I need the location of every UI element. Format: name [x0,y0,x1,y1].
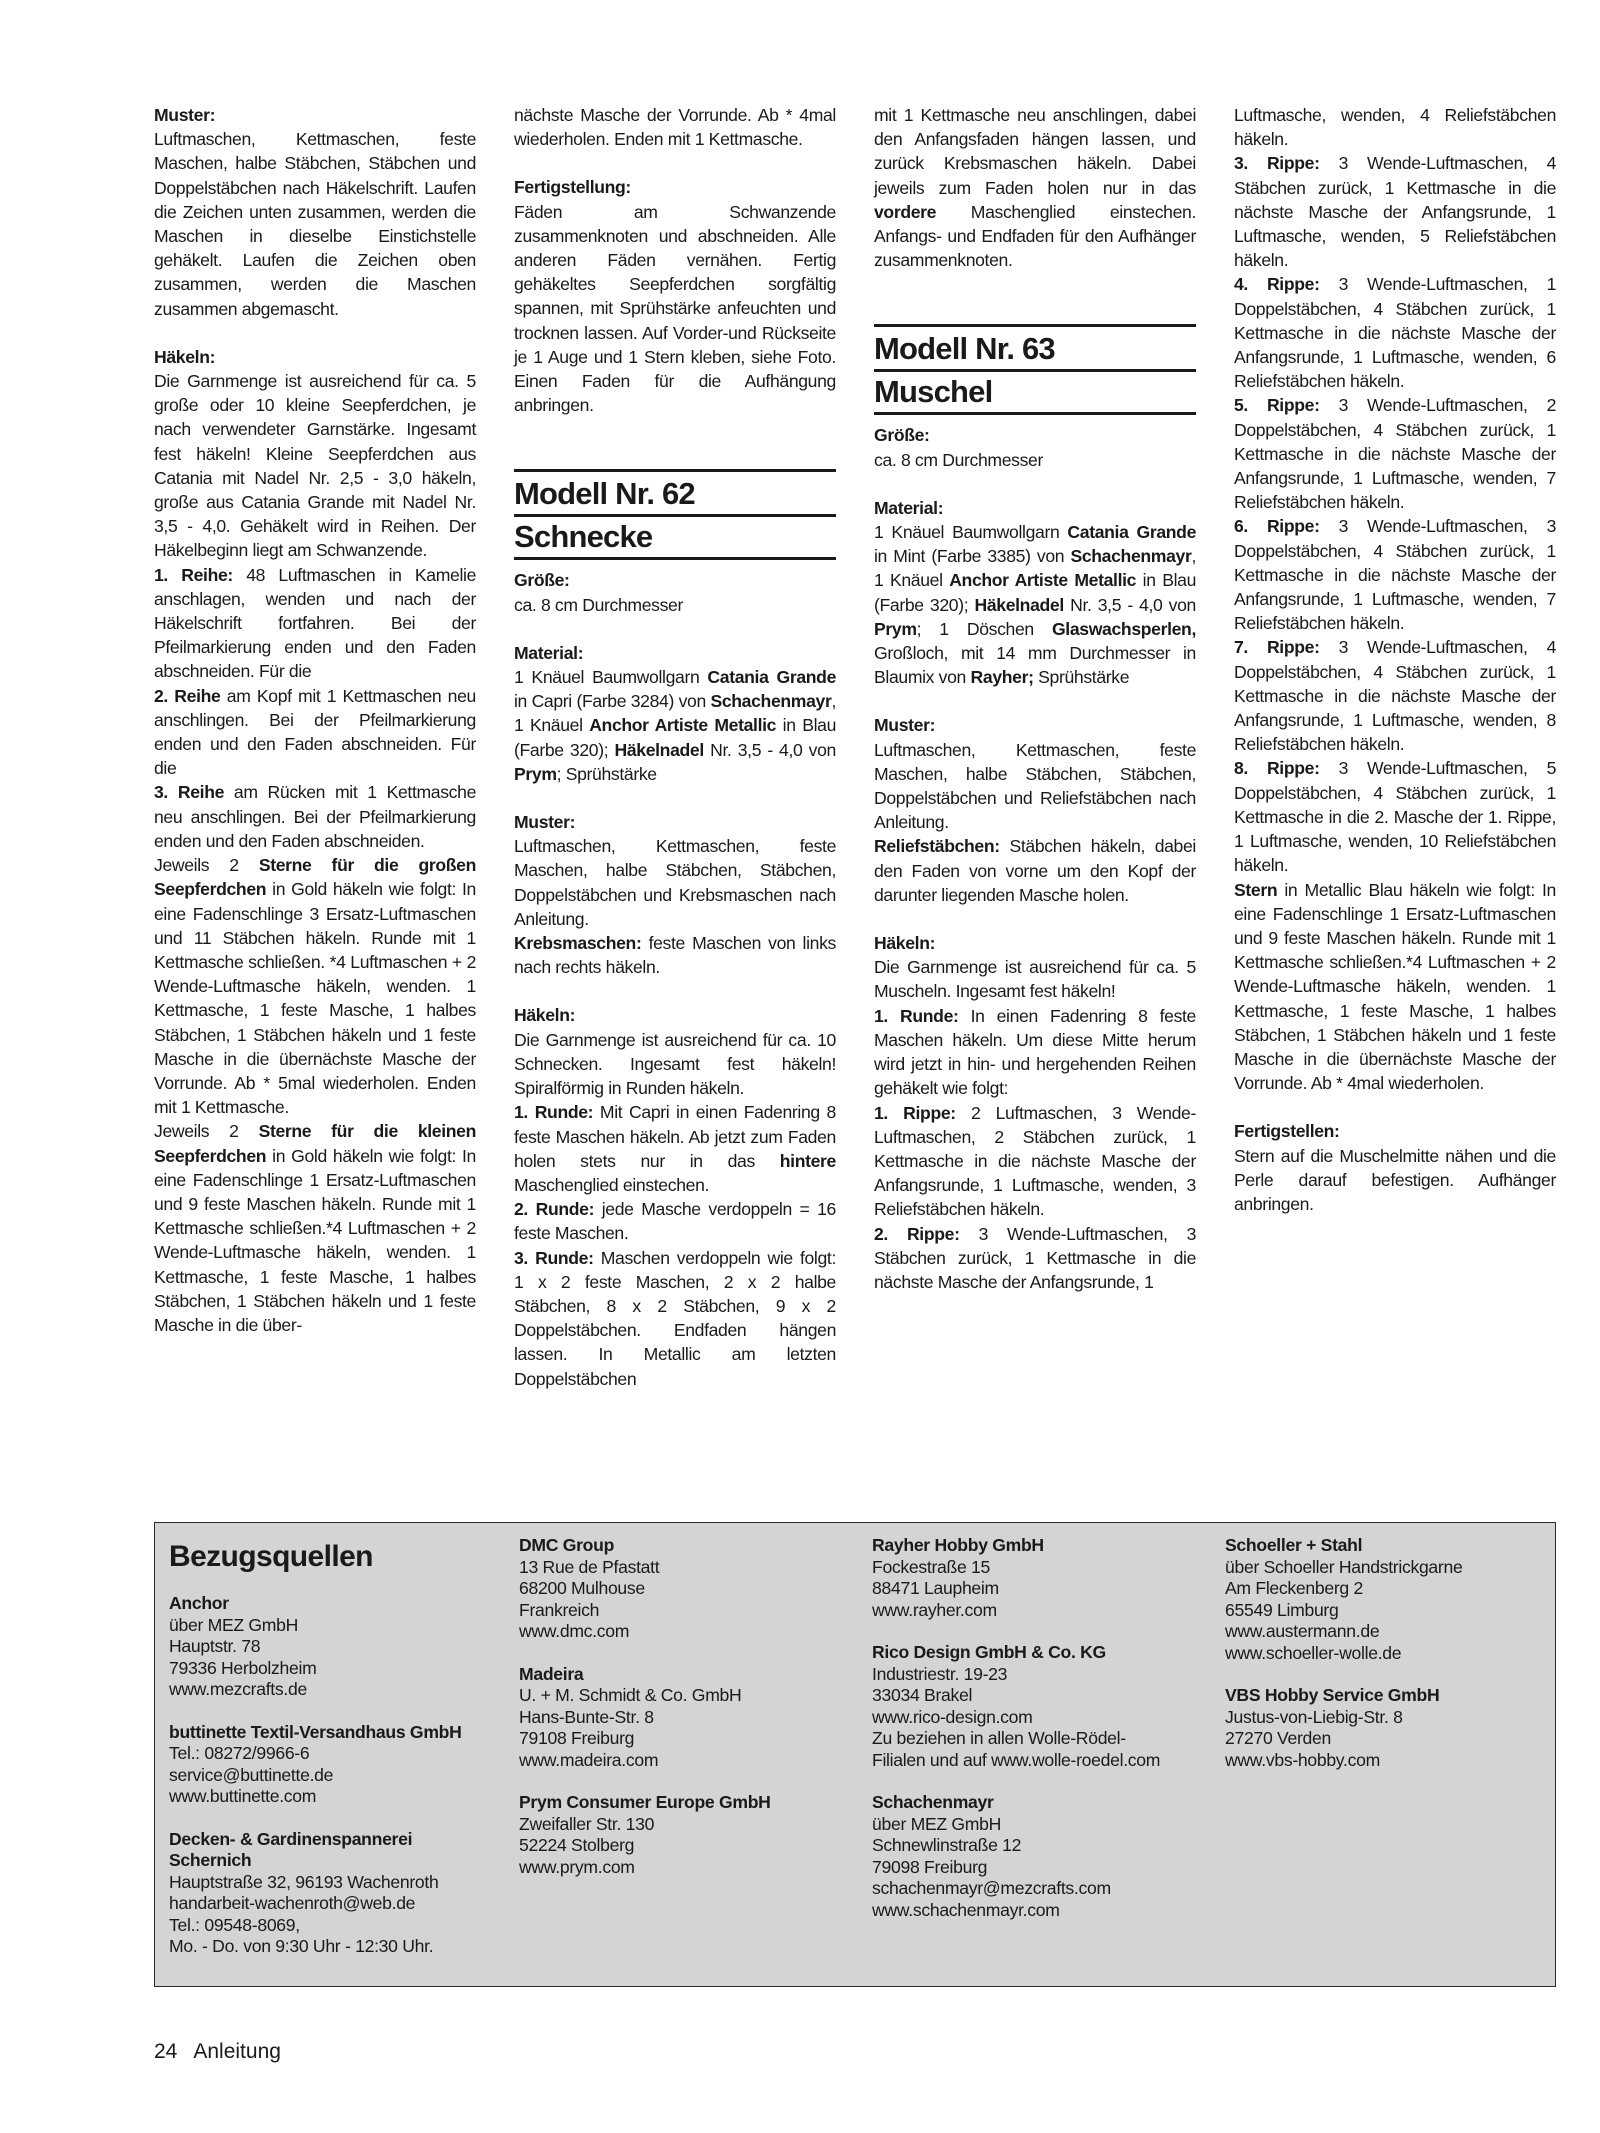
source-name: Decken- & Gardinenspannerei Schernich [169,1828,413,1870]
heading-muster: Muster: [514,812,576,833]
source-link: www.dmc.com [519,1621,630,1641]
source-line: 65549 Limburg [1225,1599,1339,1620]
source-line: Zu beziehen in allen Wolle-Rödel- [872,1728,1126,1748]
source-name: Anchor [169,1593,229,1613]
source-line: Schnewlinstraße 12 [872,1835,1022,1855]
source-name: VBS Hobby Service GmbH [1225,1685,1440,1705]
source-line: 33034 Brakel [872,1685,973,1705]
heading-groesse: Größe: [874,425,930,446]
source-link: www.vbs-hobby.com [1225,1749,1380,1770]
text-material: 1 Knäuel Baumwollgarn Catania Grande in Capri (Farbe 3284) von Schachenmayr, 1 Knäuel Anchor Artiste Metallic in Blau (Farbe 320); Häkelnadel Nr. 3,5 - 4,0 von Prym; Sprühstärke [514,667,837,784]
model-number: Modell Nr. 63 [874,331,1055,367]
source-entry [169,1722,499,1808]
source-entry [519,1535,849,1643]
source-link: www.buttinette.com [169,1786,317,1806]
source-email: handarbeit-wachenroth@web.de [169,1893,416,1913]
source-email: service@buttinette.de [169,1764,334,1785]
source-entry [872,1642,1202,1771]
text-fertigstellen: Stern auf die Muschelmitte nähen und die Perle darauf befestigen. Aufhänger anbringen. [1234,1145,1556,1214]
sources-column-3 [872,1535,1202,1942]
source-name: Prym Consumer Europe GmbH [519,1792,771,1812]
source-entry [872,1535,1202,1621]
page-footer [154,2040,281,2064]
column-2 [514,103,836,1391]
source-line: Hauptstraße 32, 96193 Wachenroth [169,1871,439,1892]
source-link: www.schoeller-wolle.de [1225,1642,1402,1663]
source-line: über MEZ GmbH [169,1614,299,1635]
source-line: 79108 Freiburg [519,1728,635,1748]
model-heading-62 [514,469,836,560]
source-line: Hans-Bunte-Str. 8 [519,1706,654,1727]
heading-haekeln: Häkeln: [154,346,216,367]
rippe-2: 2. Rippe: 3 Wende-Luftmaschen, 3 Stäbchen zurück, 1 Kettmasche in die nächste Masche der Anfangsrunde, 1 [874,1223,1196,1292]
text-fertigstellung: Fäden am Schwanzende zusammenknoten und abschneiden. Alle anderen Fäden vernähen. Fertig gehäkeltes Seepferdchen sorgfältig spannen, mit Sprühstärke anfeuchten und trocknen lassen. Auf Vorder-und Rückseite je 1 Auge und 1 Stern kleben, siehe Foto. Einen Faden für die Aufhängung anbringen. [514,201,836,416]
source-name: Rico Design GmbH & Co. KG [872,1642,1106,1662]
source-link: www.schachenmayr.com [872,1899,1060,1920]
source-link: www.rico-design.com [872,1706,1033,1727]
source-line: Tel.: 09548-8069, [169,1914,300,1935]
sources-title: Bezugsquellen [169,1540,373,1573]
text-groesse: ca. 8 cm Durchmesser [514,594,683,615]
stern: Stern in Metallic Blau häkeln wie folgt: In eine Fadenschlinge 1 Ersatz-Luftmaschen und 9 feste Maschen häkeln. Runde mit 1 Kettmasche schließen.*4 Luftmaschen + 2 Wende-Luftmasche häkeln, wenden. 1 Kettmasche, 1 feste Masche, 1 halbes Stäbchen, 1 Stäbchen häkeln und 1 feste Masche in die übernächste Masche der Vorrunde. Ab * 4mal wiederholen. [1234,879,1556,1094]
text-haekeln: Die Garnmenge ist ausreichend für ca. 10 Schnecken. Ingesamt fest häkeln! Spiralförmig in Runden häkeln. [514,1029,836,1099]
rippe-6: 6. Rippe: 3 Wende-Luftmaschen, 3 Doppelstäbchen, 4 Stäbchen zurück, 1 Kettmasche in die nächste Masche der Anfangsrunde, 1 Luftmasche, wenden, 7 Reliefstäbchen häkeln. [1234,516,1556,634]
heading-fertigstellen: Fertigstellen: [1234,1121,1340,1142]
rippe-7: 7. Rippe: 3 Wende-Luftmaschen, 4 Doppelstäbchen, 4 Stäbchen zurück, 1 Kettmasche in die nächste Masche der Anfangsrunde, 1 Luftmasche, wenden, 8 Reliefstäbchen häkeln. [1234,637,1556,755]
source-name: Rayher Hobby GmbH [872,1535,1044,1555]
sources-column-4 [1225,1535,1555,1792]
source-line: 79098 Freiburg [872,1856,988,1877]
runde-1: 1. Runde: Mit Capri in einen Fadenring 8 feste Maschen häkeln. Ab jetzt zum Faden holen stets nur in das hintere Maschenglied einstechen. [514,1102,836,1195]
source-line: über MEZ GmbH [872,1813,1002,1834]
text-haekeln: Die Garnmenge ist ausreichend für ca. 5 Muscheln. Ingesamt fest häkeln! [874,957,1196,1002]
text-muster: Luftmaschen, Kettmaschen, feste Maschen, halbe Stäbchen, Stäbchen und Doppelstäbchen nach Häkelschrift. Laufen die Zeichen unten zusammen, werden die Maschen in dieselbe Einstichstelle gehäkelt. Laufen die Zeichen oben zusammen, werden die Maschen zusammen abgemascht. [154,129,476,319]
model-number: Modell Nr. 62 [514,476,695,512]
source-email: schachenmayr@mezcrafts.com [872,1878,1111,1898]
page-number: 24 [154,2040,178,2063]
text-continuation: Luftmasche, wenden, 4 Reliefstäbchen häkeln. [1234,105,1556,150]
column-4 [1234,103,1556,1216]
source-name: buttinette Textil-Versandhaus GmbH [169,1721,462,1742]
source-line: Industriestr. 19-23 [872,1663,1008,1684]
rippe-8: 8. Rippe: 3 Wende-Luftmaschen, 5 Doppelstäbchen, 4 Stäbchen zurück, 1 Kettmasche in die 2. Masche der 1. Rippe, 1 Luftmasche, wenden, 10 Reliefstäbchen häkeln. [1234,758,1556,876]
heading-muster: Muster: [154,105,216,125]
source-line: Hauptstr. 78 [169,1636,261,1656]
source-line: Fockestraße 15 [872,1556,991,1577]
source-name: Schoeller + Stahl [1225,1535,1363,1555]
source-line: Justus-von-Liebig-Str. 8 [1225,1706,1403,1727]
source-name: Madeira [519,1663,584,1684]
reihe-2: 2. Reihe am Kopf mit 1 Kettmaschen neu anschlingen. Bei der Pfeilmarkierung enden und den Faden abschneiden. Für die [154,685,476,779]
heading-haekeln: Häkeln: [514,1005,576,1026]
sources-column-2 [519,1535,849,1899]
source-line: Tel.: 08272/9966-6 [169,1743,310,1763]
section-label: Anleitung [193,2040,281,2063]
heading-fertigstellung: Fertigstellung: [514,177,631,198]
source-line: Zweifaller Str. 130 [519,1813,655,1834]
rippe-5: 5. Rippe: 3 Wende-Luftmaschen, 2 Doppelstäbchen, 4 Stäbchen zurück, 1 Kettmasche in die nächste Masche der Anfangsrunde, 1 Luftmasche, wenden, 7 Reliefstäbchen häkeln. [1234,395,1556,513]
sterne-klein: Jeweils 2 Sterne für die kleinen Seepferdchen in Gold häkeln wie folgt: In eine Fadenschlinge 1 Ersatz-Luftmaschen und 9 feste Maschen häkeln. Runde mit 1 Kettmasche schließen.*4 Luftmaschen + 2 Wende-Luftmasche häkeln, wenden. 1 Kettmasche, 1 feste Masche, 1 halbes Stäbchen, 1 Stäbchen häkeln und 1 feste Masche in die über- [154,1121,476,1335]
source-line: U. + M. Schmidt & Co. GmbH [519,1685,742,1705]
sources-box [154,1522,1556,1987]
heading-muster: Muster: [874,715,936,736]
source-line: 79336 Herbolzheim [169,1657,317,1678]
source-link: www.madeira.com [519,1749,659,1770]
source-link: www.prym.com [519,1856,635,1877]
source-line: 88471 Laupheim [872,1578,999,1598]
text-muster: Luftmaschen, Kettmaschen, feste Maschen, halbe Stäbchen, Stäbchen, Doppelstäbchen und Reliefstäbchen nach Anleitung. [874,739,1196,833]
heading-material: Material: [514,642,584,663]
source-entry [169,1593,499,1701]
source-entry [519,1792,849,1878]
source-entry [1225,1535,1555,1664]
source-line: Am Fleckenberg 2 [1225,1578,1363,1598]
runde-2: 2. Runde: jede Masche verdoppeln = 16 feste Maschen. [514,1199,836,1244]
source-line: über Schoeller Handstrickgarne [1225,1556,1463,1577]
model-title: Schnecke [514,519,653,555]
source-line: Mo. - Do. von 9:30 Uhr - 12:30 Uhr. [169,1936,434,1956]
model-heading-63 [874,324,1196,415]
text-reliefstaebchen: Reliefstäbchen: Stäbchen häkeln, dabei den Faden von vorne um den Kopf der darunter liegenden Masche holen. [874,836,1196,905]
reihe-1: 1. Reihe: 48 Luftmaschen in Kamelie anschlagen, wenden und nach der Häkelschrift fortfahren. Bei der Pfeilmarkierung enden und den Faden abschneiden. Für die [154,564,477,682]
sterne-gross: Jeweils 2 Sterne für die großen Seepferdchen in Gold häkeln wie folgt: In eine Fadenschlinge 3 Ersatz-Luftmaschen und 11 Stäbchen häkeln. Runde mit 1 Kettmasche schließen. *4 Luftmaschen + 2 Wende-Luftmasche häkeln, wenden. 1 Kettmasche, 1 feste Masche, 1 halbes Stäbchen, 1 Stäbchen häkeln und 1 feste Masche in die übernächste Masche der Vorrunde. Ab * 5mal wiederholen. Enden mit 1 Kettmasche. [154,855,476,1118]
heading-material: Material: [874,497,944,518]
source-entry [1225,1685,1555,1771]
source-entry [872,1792,1202,1921]
source-name: Schachenmayr [872,1792,994,1812]
source-line: 52224 Stolberg [519,1835,635,1855]
model-title: Muschel [874,374,993,410]
source-line: 27270 Verden [1225,1728,1331,1748]
text-muster: Luftmaschen, Kettmaschen, feste Maschen, halbe Stäbchen, Stäbchen, Doppelstäbchen und Krebsmaschen nach Anleitung. [514,836,836,929]
heading-groesse: Größe: [514,570,570,591]
source-line: 68200 Mulhouse [519,1578,645,1598]
source-line: 13 Rue de Pfastatt [519,1556,660,1577]
rippe-4: 4. Rippe: 3 Wende-Luftmaschen, 1 Doppelstäbchen, 4 Stäbchen zurück, 1 Kettmasche in die nächste Masche der Anfangsrunde, 1 Luftmasche, wenden, 6 Reliefstäbchen häkeln. [1234,274,1556,392]
column-1 [154,103,476,1337]
source-entry [169,1829,499,1958]
sources-column-1 [169,1535,499,1979]
reihe-3: 3. Reihe am Rücken mit 1 Kettmasche neu anschlingen. Bei der Pfeilmarkierung enden und den Faden abschneiden. [154,782,476,851]
source-link: www.austermann.de [1225,1621,1380,1641]
runde-3: 3. Runde: Maschen verdoppeln wie folgt: 1 x 2 feste Maschen, 2 x 2 halbe Stäbchen, 8 x 2 Stäbchen, 9 x 2 Doppelstäbchen. Endfaden hängen lassen. In Metallic am letzten Doppelstäbchen [514,1247,836,1389]
text-continuation: nächste Masche der Vorrunde. Ab * 4mal wiederholen. Enden mit 1 Kettmasche. [514,105,836,150]
source-link: www.rayher.com [872,1599,997,1620]
rippe-1: 1. Rippe: 2 Luftmaschen, 3 Wende-Luftmaschen, 2 Stäbchen zurück, 1 Kettmasche in die nächste Masche der Anfangsrunde, 1 Luftmasche, wenden, 3 Reliefstäbchen häkeln. [874,1102,1196,1220]
text-krebsmaschen: Krebsmaschen: feste Maschen von links nach rechts häkeln. [514,933,836,978]
heading-haekeln: Häkeln: [874,933,936,954]
source-link: www.mezcrafts.de [169,1679,307,1699]
text-haekeln: Die Garnmenge ist ausreichend für ca. 5 große oder 10 kleine Seepferdchen, je nach verwendeter Garnstärke. Ingesamt fest häkeln! Kleine Seepferdchen aus Catania mit Nadel Nr. 2,5 - 3,0 häkeln, große aus Catania Grande mit Nadel Nr. 3,5 - 4,0. Gehäkelt wird in Reihen. Der Häkelbeginn liegt am Schwanzende. [154,371,476,561]
column-3 [874,103,1196,1294]
source-line: Filialen und auf www.wolle-roedel.com [872,1749,1161,1770]
text-groesse: ca. 8 cm Durchmesser [874,449,1043,470]
text-continuation: mit 1 Kettmasche neu anschlingen, dabei den Anfangsfaden hängen lassen, und zurück Krebsmaschen häkeln. Dabei jeweils zum Faden holen nur in das vordere Maschenglied einstechen. Anfangs- und Endfaden für den Aufhänger zusammenknoten. [874,105,1196,271]
source-line: Frankreich [519,1599,600,1620]
rippe-3: 3. Rippe: 3 Wende-Luftmaschen, 4 Stäbchen zurück, 1 Kettmasche in die nächste Masche der Anfangsrunde, 1 Luftmasche, wenden, 5 Reliefstäbchen häkeln. [1234,153,1556,271]
text-material: 1 Knäuel Baumwollgarn Catania Grande in Mint (Farbe 3385) von Schachenmayr, 1 Knäuel Anchor Artiste Metallic in Blau (Farbe 320); Häkelnadel Nr. 3,5 - 4,0 von Prym; 1 Döschen Glaswachsperlen, Großloch, mit 14 mm Durchmesser in Blaumix von Rayher; Sprühstärke [874,522,1197,688]
runde-1: 1. Runde: In einen Fadenring 8 feste Maschen häkeln. Um diese Mitte herum wird jetzt in hin- und hergehenden Reihen gehäkelt wie folgt: [874,1005,1196,1099]
source-name: DMC Group [519,1535,615,1555]
source-entry [519,1664,849,1772]
